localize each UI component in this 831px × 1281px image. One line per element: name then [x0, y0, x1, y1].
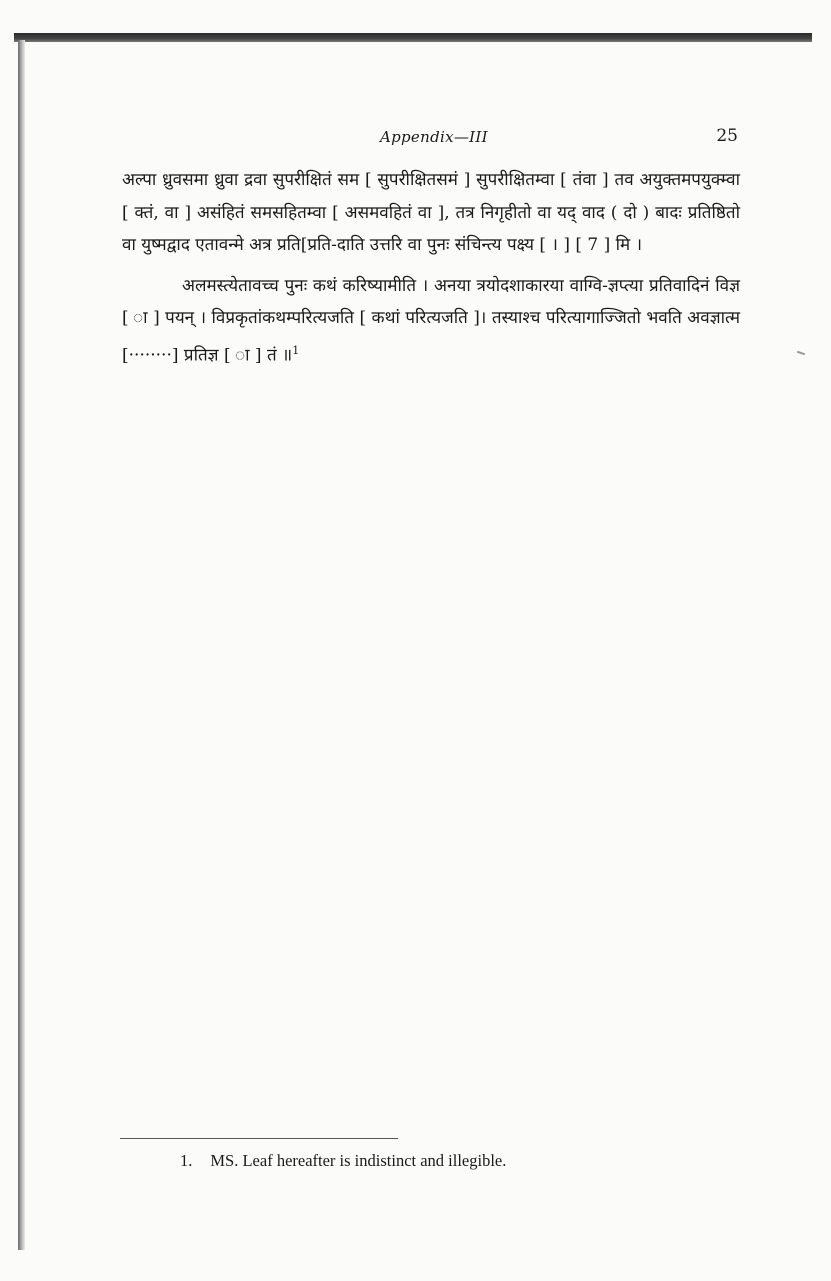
footnote [180, 1151, 740, 1171]
margin-mark [797, 351, 805, 356]
footnote-reference: 1 [292, 343, 300, 357]
paragraph-2-text: अलमस्त्येतावच्च पुनः कथं करिष्यामीति । अनया त्रयोदशाकारया वाग्वि-ज्ञप्त्या प्रतिवादिनं विज्ञ [ ा ] पयन् । विप्रकृतांकथम्परित्यजति [ कथां परित्यजति ]। तस्याश्च परित्यागाज्जितो भवति अवज्ञात्म [········] प्रतिज्ञ [ ा ] तं ॥ [122, 275, 740, 366]
page-header [122, 126, 740, 150]
scan-left-edge [18, 40, 25, 1250]
scan-top-edge [14, 33, 812, 42]
page-number: 25 [716, 126, 738, 146]
footnote-number: 1. [180, 1151, 193, 1170]
paragraph-2 [122, 270, 740, 372]
main-text [122, 164, 740, 372]
paragraph-1: अल्पा ध्रुवसमा ध्रुवा द्रवा सुपरीक्षितं सम [ सुपरीक्षितसमं ] सुपरीक्षितम्वा [ तंवा ] तव अयुक्तमपयुक्म्वा [ क्तं, वा ] असंहितं समसहितम्वा [ असमवहितं वा ], तत्र निगृहीतो वा यद् वाद ( दो ) बादः प्रतिष्ठितो वा युष्मद्वाद एतावन्मे अत्र प्रति[प्रति-दाति उत्तरि वा पुनः संचिन्त्य पक्ष्य [ । ] [ 7 ] मि । [122, 170, 740, 255]
running-title: Appendix—III [380, 128, 488, 146]
footnote-text: MS. Leaf hereafter is indistinct and illegible. [210, 1151, 507, 1170]
footnote-rule [120, 1138, 398, 1139]
